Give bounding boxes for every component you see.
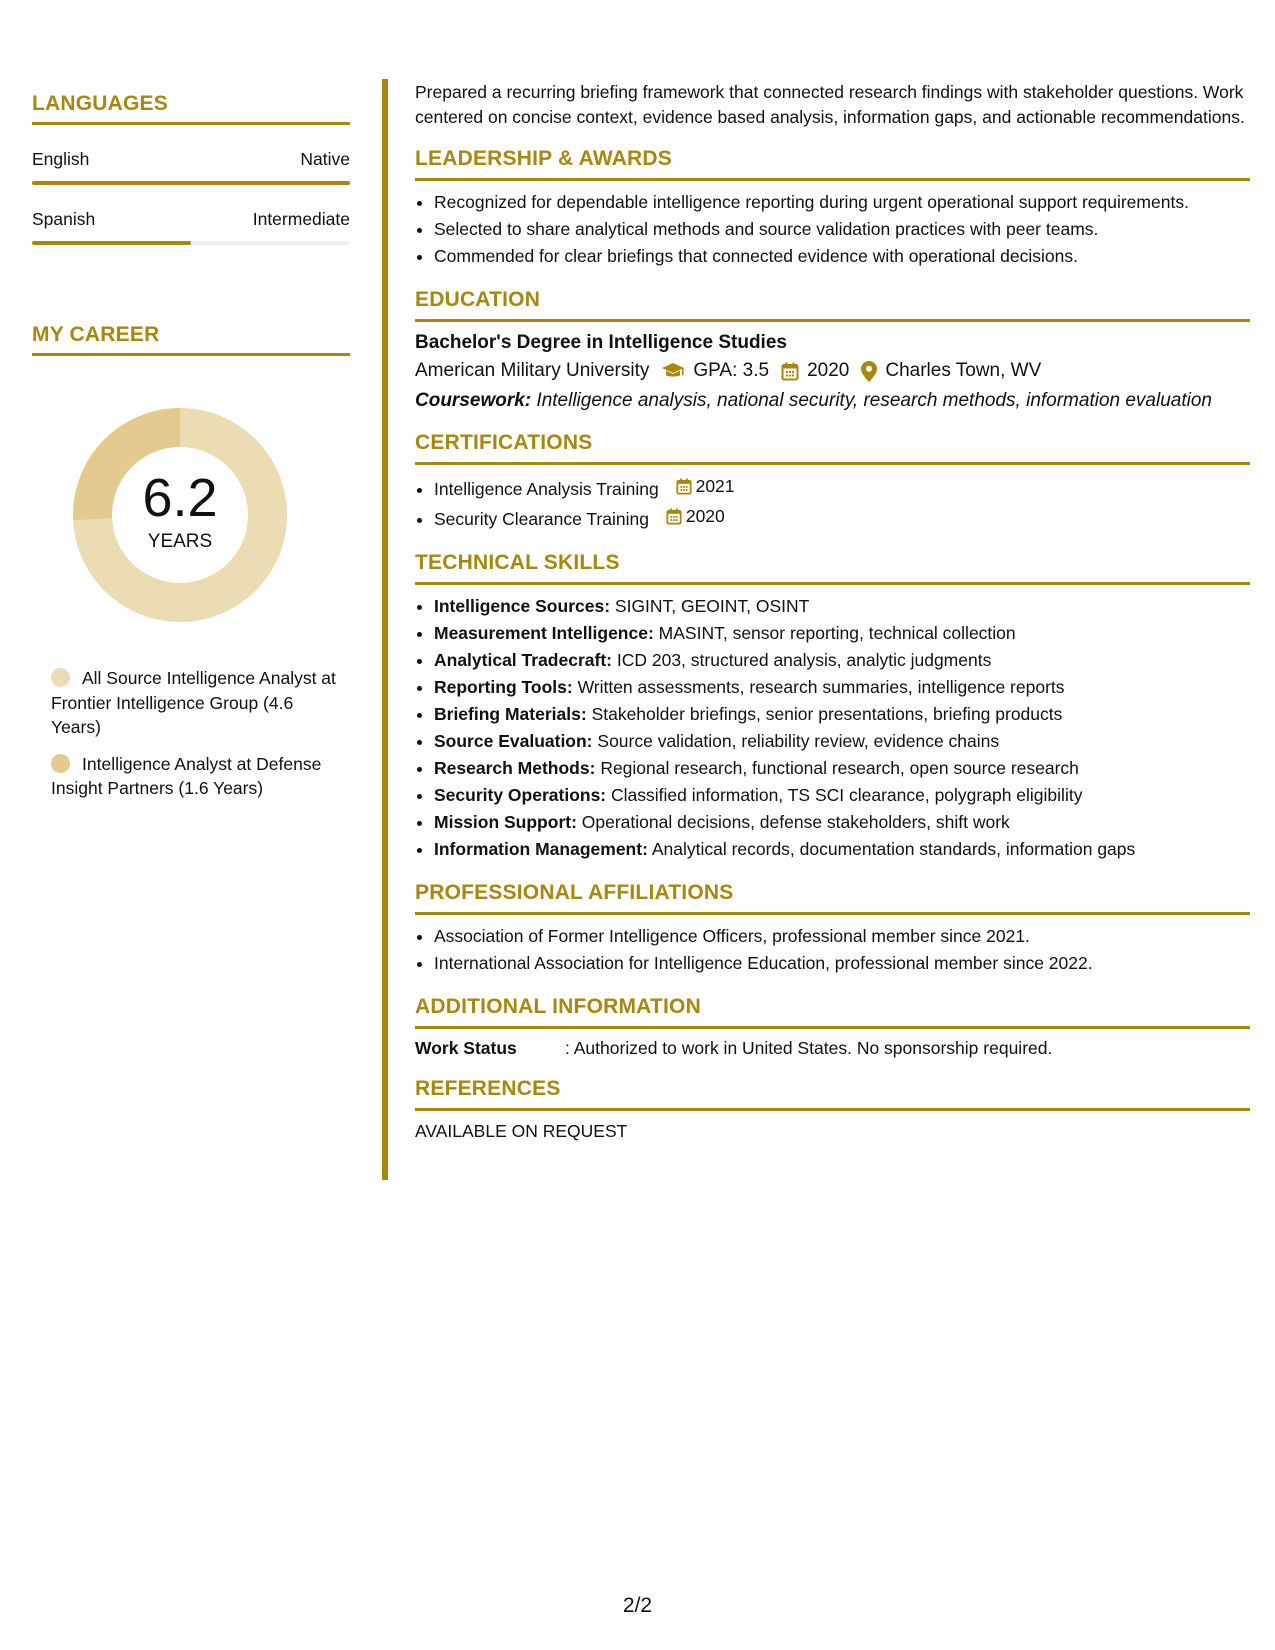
list-item: • Commended for clear briefings that connected evidence with operational decisions. bbox=[434, 243, 1250, 270]
right-column bbox=[415, 80, 1250, 1142]
list-item bbox=[434, 728, 1250, 755]
language-level: Intermediate bbox=[252, 209, 350, 229]
skill-label: Information Management: bbox=[434, 839, 648, 859]
work-status-row bbox=[415, 1038, 1250, 1059]
list-item bbox=[434, 701, 1250, 728]
additional-title: ADDITIONAL INFORMATION bbox=[415, 995, 1250, 1029]
skill-value: Operational decisions, defense stakeholders, shift work bbox=[581, 812, 1010, 832]
coursework bbox=[415, 388, 1250, 413]
list-item bbox=[434, 755, 1250, 782]
affiliations-title: PROFESSIONAL AFFILIATIONS bbox=[415, 881, 1250, 915]
language-name: Spanish bbox=[32, 209, 96, 229]
list-item bbox=[434, 620, 1250, 647]
certifications-section bbox=[415, 431, 1250, 533]
language-level: Native bbox=[300, 149, 350, 169]
list-item: • Selected to share analytical methods and source validation practices with peer teams. bbox=[434, 216, 1250, 243]
skills-section bbox=[415, 551, 1250, 863]
skill-label: Analytical Tradecraft: bbox=[434, 650, 612, 670]
skill-value: SIGINT, GEOINT, OSINT bbox=[614, 596, 810, 616]
experience-summary: Prepared a recurring briefing framework that connected research findings with stakeholder questions. Work centered on concise context, evidence based analysis, information gaps, and actionable recommendations. bbox=[415, 82, 1245, 127]
calendar-icon bbox=[676, 478, 692, 495]
list-item bbox=[434, 809, 1250, 836]
list-item: • Recognized for dependable intelligence reporting during urgent operational support requirements. bbox=[434, 189, 1250, 216]
skill-label: Intelligence Sources: bbox=[434, 596, 611, 616]
coursework-label: Coursework: bbox=[415, 390, 532, 411]
certifications-list bbox=[415, 473, 1250, 533]
legend-dot-icon bbox=[51, 668, 70, 687]
list-item bbox=[434, 782, 1250, 809]
school-location: Charles Town, WV bbox=[885, 360, 1042, 381]
skills-list bbox=[415, 593, 1250, 863]
education-details bbox=[415, 360, 1250, 382]
education-section bbox=[415, 288, 1250, 413]
references-section bbox=[415, 1077, 1250, 1142]
skill-label: Research Methods: bbox=[434, 758, 596, 778]
career-total-years: 6.2 bbox=[142, 468, 218, 528]
skill-value: ICD 203, structured analysis, analytic judgments bbox=[616, 650, 992, 670]
skill-value: Classified information, TS SCI clearance, polygraph eligibility bbox=[611, 785, 1083, 805]
certification-date bbox=[676, 473, 735, 500]
legend-dot-icon bbox=[51, 754, 70, 773]
career-legend-item bbox=[51, 752, 341, 801]
list-item bbox=[434, 473, 1250, 503]
school-name: American Military University bbox=[415, 360, 650, 381]
references-value: AVAILABLE ON REQUEST bbox=[415, 1121, 628, 1141]
graduation-year: 2020 bbox=[807, 360, 850, 381]
skill-label: Measurement Intelligence: bbox=[434, 623, 654, 643]
gpa: GPA: 3.5 bbox=[693, 360, 770, 381]
affiliations-section bbox=[415, 881, 1250, 977]
skills-title: TECHNICAL SKILLS bbox=[415, 551, 1250, 585]
skill-label: Reporting Tools: bbox=[434, 677, 573, 697]
certification-year: 2020 bbox=[685, 506, 725, 526]
language-proficiency-fill bbox=[32, 241, 191, 245]
language-proficiency-bar bbox=[32, 181, 350, 185]
certification-year: 2021 bbox=[695, 476, 735, 496]
career-legend-label: All Source Intelligence Analyst at Frontier Intelligence Group (4.6 Years) bbox=[51, 668, 336, 737]
skill-value: MASINT, sensor reporting, technical collection bbox=[658, 623, 1016, 643]
certifications-title: CERTIFICATIONS bbox=[415, 431, 1250, 465]
leadership-list bbox=[415, 189, 1250, 270]
skill-value: Stakeholder briefings, senior presentations, briefing products bbox=[591, 704, 1063, 724]
career-legend-label: Intelligence Analyst at Defense Insight Partners (1.6 Years) bbox=[51, 753, 322, 798]
list-item bbox=[434, 836, 1250, 863]
skill-value: Source validation, reliability review, evidence chains bbox=[597, 731, 1000, 751]
certification-date bbox=[666, 503, 725, 530]
skill-label: Security Operations: bbox=[434, 785, 607, 805]
education-title: EDUCATION bbox=[415, 288, 1250, 322]
certification-name: Intelligence Analysis Training bbox=[434, 479, 659, 499]
calendar-icon bbox=[666, 508, 682, 525]
skill-label: Briefing Materials: bbox=[434, 704, 587, 724]
left-column bbox=[32, 92, 350, 813]
language-proficiency-bar bbox=[32, 241, 350, 245]
language-name: English bbox=[32, 149, 90, 169]
language-item bbox=[32, 149, 350, 185]
career-total-unit: YEARS bbox=[147, 531, 213, 552]
career-legend bbox=[32, 666, 341, 801]
certification-name: Security Clearance Training bbox=[434, 509, 649, 529]
language-item bbox=[32, 209, 350, 245]
work-status-value: : Authorized to work in United States. No sponsorship required. bbox=[565, 1038, 1053, 1058]
skill-label: Mission Support: bbox=[434, 812, 577, 832]
list-item bbox=[434, 593, 1250, 620]
skill-label: Source Evaluation: bbox=[434, 731, 593, 751]
skill-value: Written assessments, research summaries, intelligence reports bbox=[577, 677, 1065, 697]
language-proficiency-fill bbox=[32, 181, 350, 185]
page-number: 2/2 bbox=[622, 1594, 653, 1617]
skill-value: Analytical records, documentation standards, information gaps bbox=[651, 839, 1136, 859]
list-item: • International Association for Intelligence Education, professional member since 2022. bbox=[434, 950, 1250, 977]
career-total bbox=[65, 400, 295, 630]
graduation-cap-icon bbox=[661, 362, 685, 380]
languages-title: LANGUAGES bbox=[32, 92, 350, 125]
list-item bbox=[434, 503, 1250, 533]
leadership-title: LEADERSHIP & AWARDS bbox=[415, 147, 1250, 181]
work-status-label: Work Status bbox=[415, 1038, 517, 1058]
column-divider bbox=[382, 79, 388, 1180]
calendar-icon bbox=[781, 362, 799, 381]
degree-name: Bachelor's Degree in Intelligence Studies bbox=[415, 332, 787, 353]
affiliations-list bbox=[415, 923, 1250, 977]
list-item bbox=[434, 674, 1250, 701]
location-pin-icon bbox=[861, 361, 877, 382]
coursework-list: Intelligence analysis, national security, research methods, information evaluation bbox=[536, 390, 1212, 411]
list-item bbox=[434, 647, 1250, 674]
skill-value: Regional research, functional research, open source research bbox=[600, 758, 1079, 778]
leadership-section bbox=[415, 147, 1250, 270]
career-legend-item bbox=[51, 666, 341, 740]
list-item: • Association of Former Intelligence Officers, professional member since 2021. bbox=[434, 923, 1250, 950]
additional-section bbox=[415, 995, 1250, 1059]
career-title: MY CAREER bbox=[32, 323, 350, 356]
career-donut-chart bbox=[65, 400, 295, 630]
references-title: REFERENCES bbox=[415, 1077, 1250, 1111]
